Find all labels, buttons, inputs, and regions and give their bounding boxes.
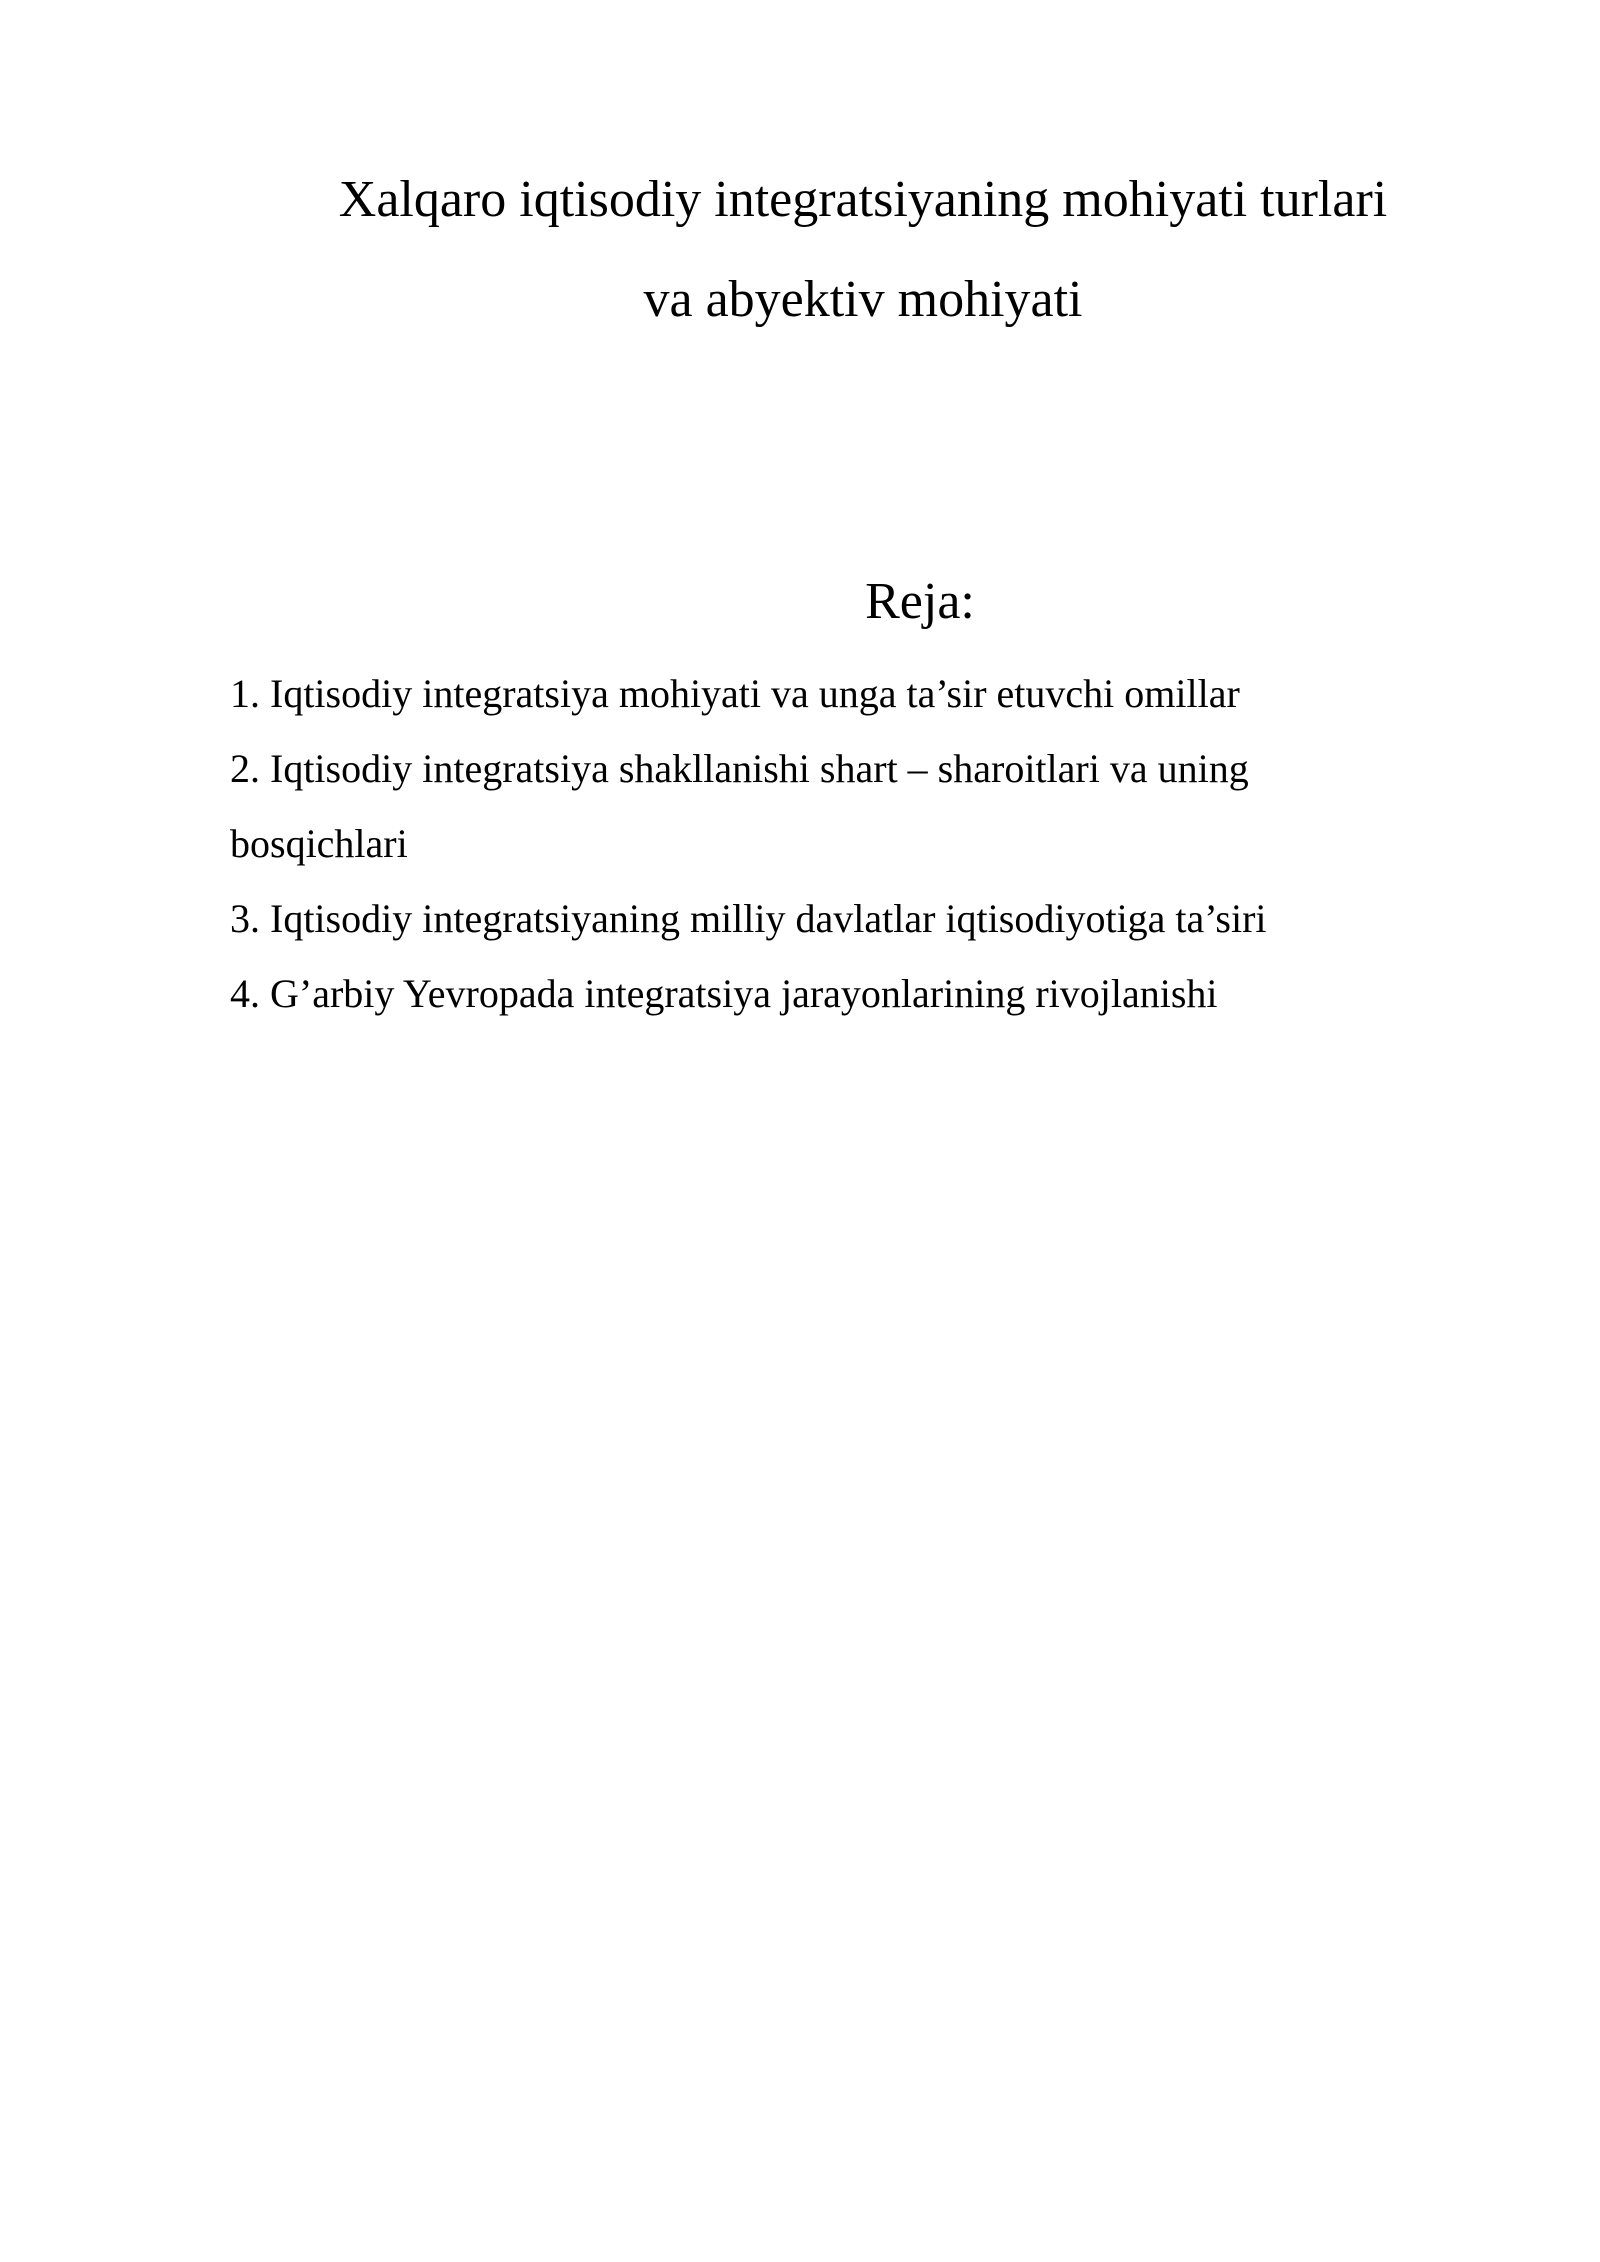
plan-item: 3. Iqtisodiy integratsiyaning milliy davlatlar iqtisodiyotiga ta’siri xyxy=(230,896,1267,941)
plan-heading: Reja: xyxy=(865,573,975,630)
title-line-2: va abyektiv mohiyati xyxy=(643,271,1083,328)
title-line-1: Xalqaro iqtisodiy integratsiyaning mohiyati turlari xyxy=(338,171,1388,228)
plan-item: 4. G’arbiy Yevropada integratsiya jarayonlarining rivojlanishi xyxy=(230,971,1218,1016)
plan-item: 1. Iqtisodiy integratsiya mohiyati va unga ta’sir etuvchi omillar xyxy=(230,671,1240,716)
plan-item: 2. Iqtisodiy integratsiya shakllanishi shart – sharoitlari va uning bosqichlari xyxy=(230,746,1249,866)
document-title xyxy=(228,150,1498,350)
plan-list xyxy=(230,656,1410,1031)
